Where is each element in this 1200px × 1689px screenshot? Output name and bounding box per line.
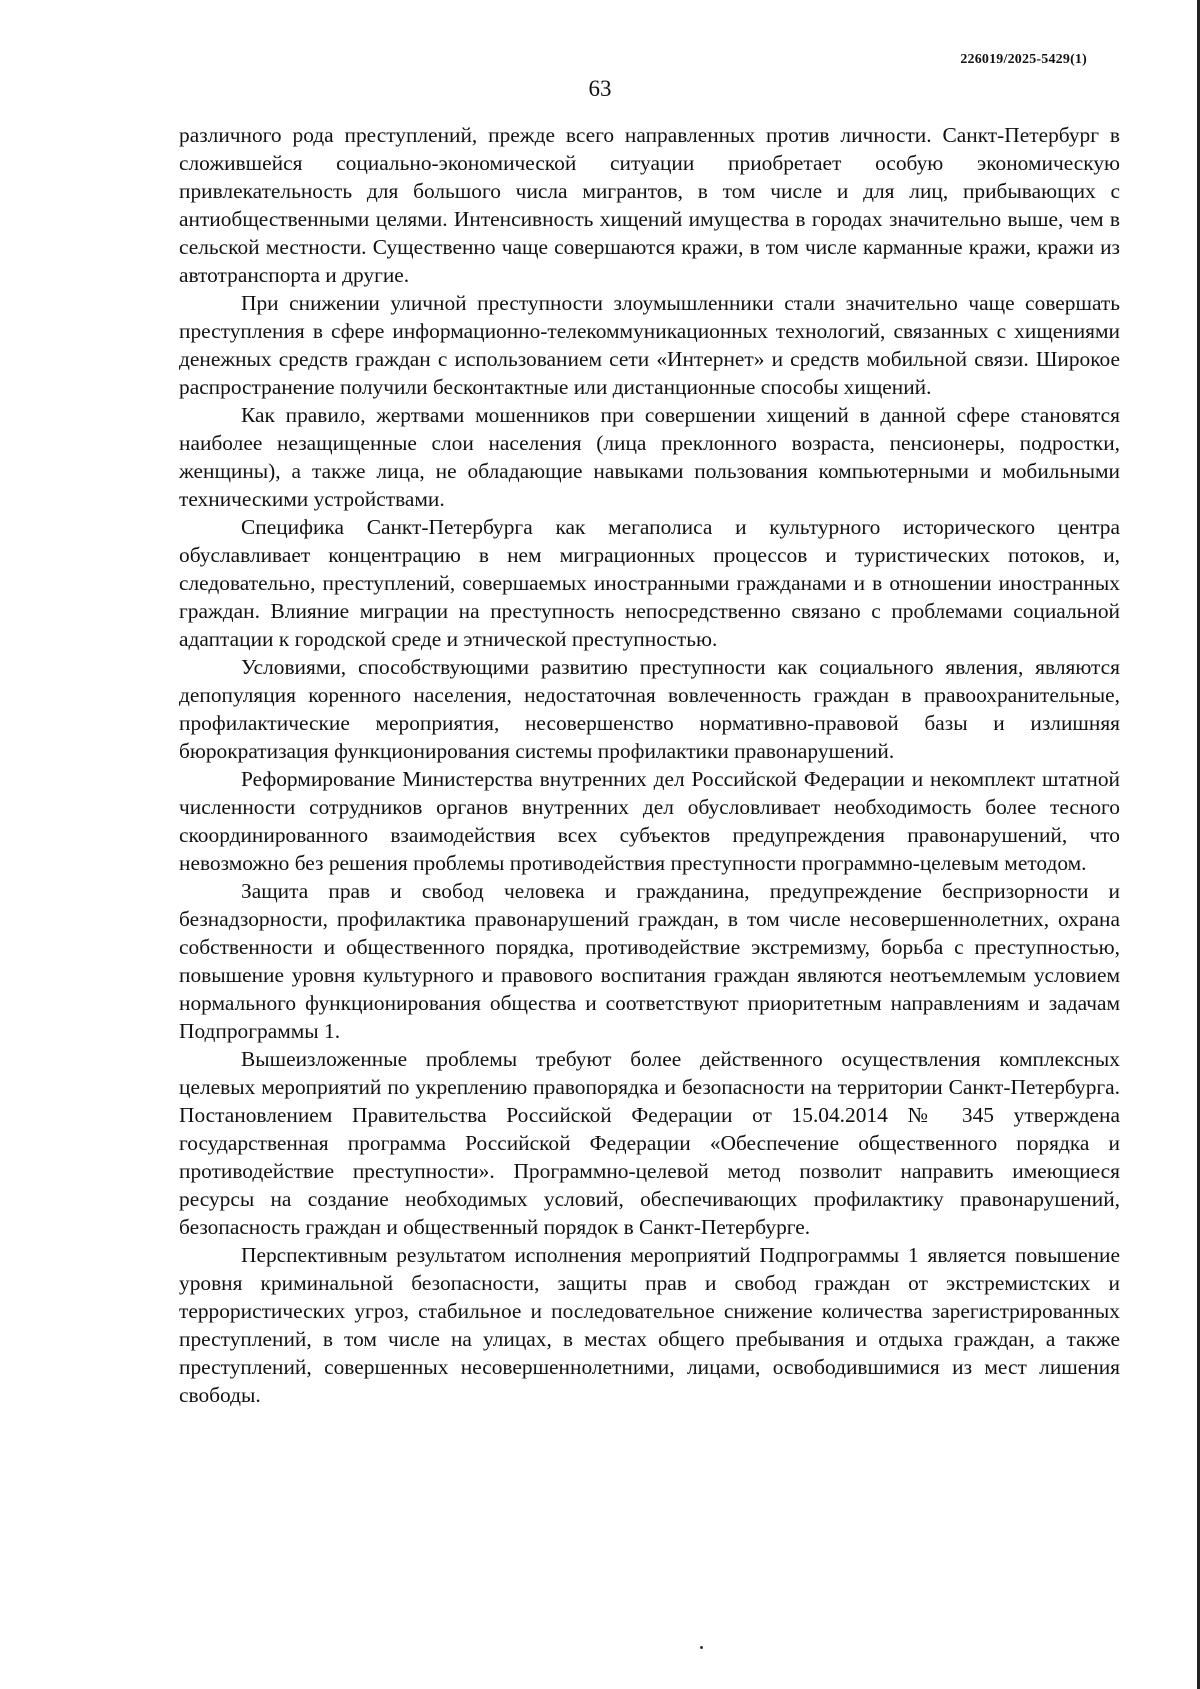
document-registration-number: 226019/2025-5429(1) — [960, 52, 1087, 67]
document-body — [179, 121, 1120, 1409]
paragraph: Специфика Санкт-Петербурга как мегаполиса и культурного исторического центра обуславливает концентрацию в нем миграционных процессов и туристических потоков, и, следовательно, преступлений, совершаемых иностранными гражданами и в отношении иностранных граждан. Влияние миграции на преступность непосредственно связано с проблемами социальной адаптации к городской среде и этнической преступностью. — [179, 515, 1120, 651]
paragraph: При снижении уличной преступности злоумышленники стали значительно чаще совершать преступления в сфере информационно-телекоммуникационных технологий, связанных с хищениями денежных средств граждан с использованием сети «Интернет» и средств мобильной связи. Широкое распространение получили бесконтактные или дистанционные способы хищений. — [179, 291, 1120, 399]
scan-artifact-dot — [700, 1646, 703, 1649]
paragraph: Условиями, способствующими развитию преступности как социального явления, являются депопуляция коренного населения, недостаточная вовлеченность граждан в правоохранительные, профилактические мероприятия, несовершенство нормативно-правовой базы и излишняя бюрократизация функционирования системы профилактики правонарушений. — [179, 655, 1120, 763]
paragraph: Как правило, жертвами мошенников при совершении хищений в данной сфере становятся наиболее незащищенные слои населения (лица преклонного возраста, пенсионеры, подростки, женщины), а также лица, не обладающие навыками пользования компьютерными и мобильными техническими устройствами. — [179, 403, 1120, 511]
page-number: 63 — [588, 76, 612, 101]
paragraph: Вышеизложенные проблемы требуют более действенного осуществления комплексных целевых мероприятий по укреплению правопорядка и безопасности на территории Санкт-Петербурга. Постановлением Правительства Российской Федерации от 15.04.2014 № 345 утверждена государственная программа Российской Федерации «Обеспечение общественного порядка и противодействие преступности». Программно-целевой метод позволит направить имеющиеся ресурсы на создание необходимых условий, обеспечивающих профилактику правонарушений, безопасность граждан и общественный порядок в Санкт-Петербурге. — [179, 1047, 1120, 1239]
paragraph-continuation: различного рода преступлений, прежде всего направленных против личности. Санкт-Петербург в сложившейся социально-экономической ситуации приобретает особую экономическую привлекательность для большого числа мигрантов, в том числе и для лиц, прибывающих с антиобщественными целями. Интенсивность хищений имущества в городах значительно выше, чем в сельской местности. Существенно чаще совершаются кражи, в том числе карманные кражи, кражи из автотранспорта и другие. — [179, 123, 1120, 287]
paragraph: Защита прав и свобод человека и гражданина, предупреждение беспризорности и безнадзорности, профилактика правонарушений граждан, в том числе несовершеннолетних, охрана собственности и общественного порядка, противодействие экстремизму, борьба с преступностью, повышение уровня культурного и правового воспитания граждан являются неотъемлемым условием нормального функционирования общества и соответствуют приоритетным направлениям и задачам Подпрограммы 1. — [179, 879, 1120, 1043]
paragraph: Реформирование Министерства внутренних дел Российской Федерации и некомплект штатной численности сотрудников органов внутренних дел обусловливает необходимость более тесного скоординированного взаимодействия всех субъектов предупреждения правонарушений, что невозможно без решения проблемы противодействия преступности программно-целевым методом. — [179, 767, 1120, 875]
paragraph: Перспективным результатом исполнения мероприятий Подпрограммы 1 является повышение уровня криминальной безопасности, защиты прав и свобод граждан от экстремистских и террористических угроз, стабильное и последовательное снижение количества зарегистрированных преступлений, в том числе на улицах, в местах общего пребывания и отдыха граждан, а также преступлений, совершенных несовершеннолетними, лицами, освободившимися из мест лишения свободы. — [179, 1243, 1120, 1407]
